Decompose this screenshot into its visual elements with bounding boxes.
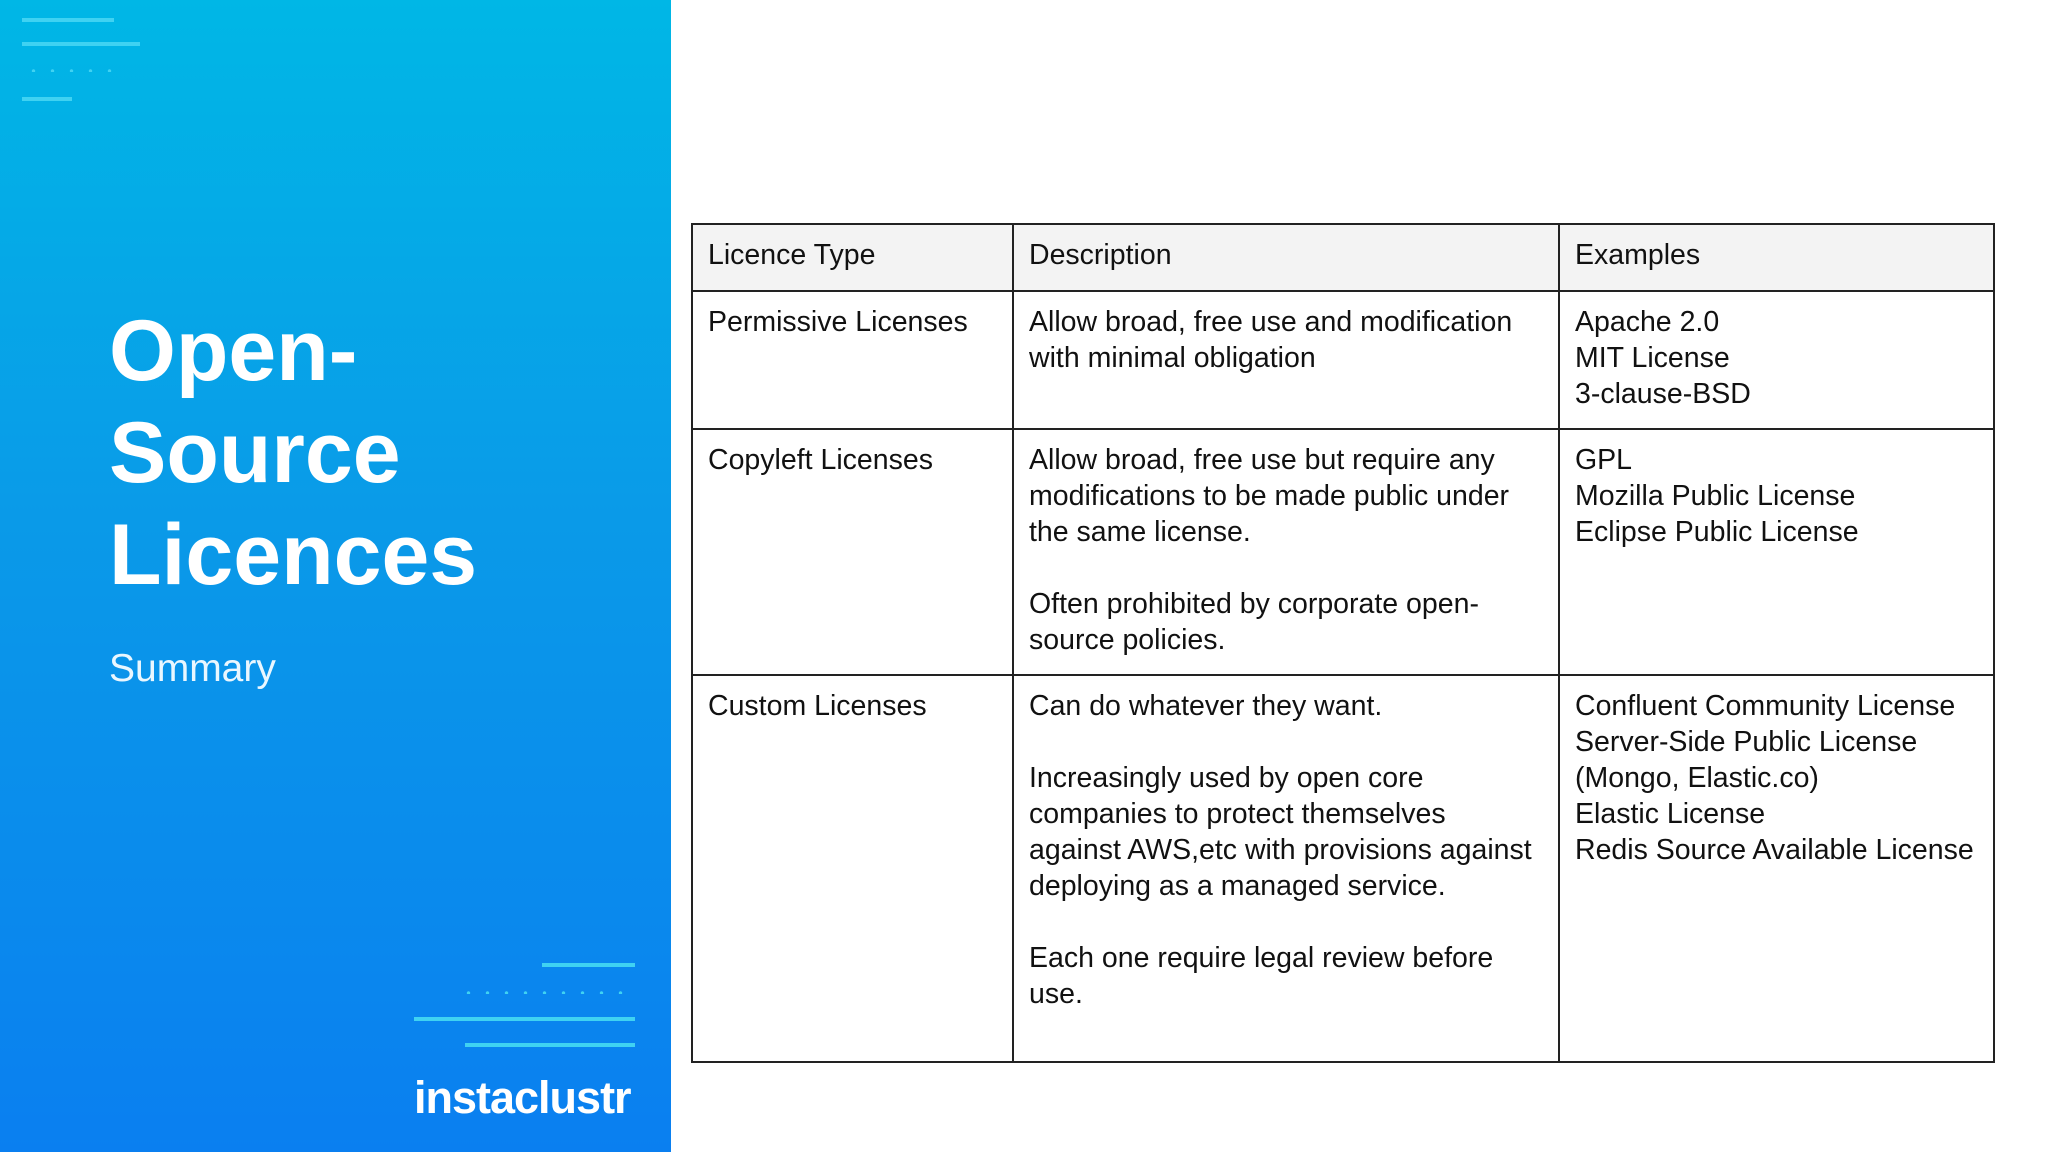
decorative-line [542,963,635,967]
examples-cell: Confluent Community License Server-Side Public License (Mongo, Elastic.co) Elastic License Redis Source Available License [1559,675,1994,1062]
licence-table [691,223,1995,1063]
slide-title: Open- Source Licences [109,303,478,603]
table-row [692,675,1994,1062]
licence-table-container [691,223,1995,1063]
decorative-line [22,42,140,46]
decorative-line [414,1017,635,1021]
slide-subtitle: Summary [109,647,276,690]
examples-cell: Apache 2.0 MIT License 3-clause-BSD [1559,291,1994,429]
licence-type-cell: Copyleft Licenses [692,429,1013,675]
decorative-line [22,18,114,22]
decorative-dots [459,991,635,994]
licence-type-cell: Custom Licenses [692,675,1013,1062]
header-licence-type: Licence Type [692,224,1013,291]
decorative-line [22,97,72,101]
table-row [692,429,1994,675]
header-examples: Examples [1559,224,1994,291]
description-cell: Allow broad, free use but require any modifications to be made public under the same license. Often prohibited by corporate open-source policies. [1013,429,1559,675]
decorative-dots [24,69,120,72]
licence-type-cell: Permissive Licenses [692,291,1013,429]
table-row [692,291,1994,429]
description-cell: Can do whatever they want. Increasingly used by open core companies to protect themselves against AWS,etc with provisions against deploying as a managed service. Each one require legal review before use. [1013,675,1559,1062]
description-cell: Allow broad, free use and modification with minimal obligation [1013,291,1559,429]
decorative-line [465,1043,635,1047]
header-description: Description [1013,224,1559,291]
instaclustr-logo: instaclustr [414,1072,631,1123]
table-header-row [692,224,1994,291]
title-panel [0,0,671,1152]
examples-cell: GPL Mozilla Public License Eclipse Public License [1559,429,1994,675]
